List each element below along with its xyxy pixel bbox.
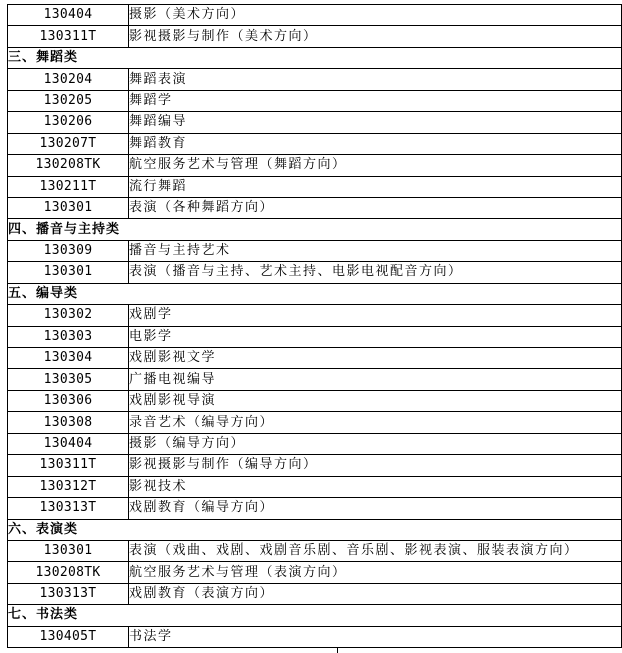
major-code: 130404 xyxy=(8,433,129,454)
major-name: 航空服务艺术与管理（舞蹈方向） xyxy=(129,155,622,176)
major-row xyxy=(8,326,622,347)
major-name: 书法学 xyxy=(129,626,622,647)
major-row xyxy=(8,412,622,433)
major-name: 播音与主持艺术 xyxy=(129,240,622,261)
category-title: 三、舞蹈类 xyxy=(8,47,622,68)
major-name: 戏剧学 xyxy=(129,305,622,326)
major-name: 表演（播音与主持、艺术主持、电影电视配音方向） xyxy=(129,262,622,283)
major-row xyxy=(8,305,622,326)
major-row xyxy=(8,498,622,519)
major-row xyxy=(8,176,622,197)
major-code: 130306 xyxy=(8,390,129,411)
major-code: 130207T xyxy=(8,133,129,154)
category-title: 七、书法类 xyxy=(8,605,622,626)
major-name: 流行舞蹈 xyxy=(129,176,622,197)
major-name: 影视摄影与制作（编导方向） xyxy=(129,455,622,476)
major-row xyxy=(8,348,622,369)
major-code: 130304 xyxy=(8,348,129,369)
major-row xyxy=(8,540,622,561)
major-row xyxy=(8,112,622,133)
category-row xyxy=(8,605,622,626)
major-row xyxy=(8,262,622,283)
major-name: 录音艺术（编导方向） xyxy=(129,412,622,433)
major-row xyxy=(8,26,622,47)
major-name: 表演（戏曲、戏剧、戏剧音乐剧、音乐剧、影视表演、服装表演方向） xyxy=(129,540,622,561)
category-row xyxy=(8,219,622,240)
major-name: 摄影（美术方向） xyxy=(129,5,622,26)
major-row xyxy=(8,133,622,154)
major-code: 130301 xyxy=(8,540,129,561)
major-code: 130302 xyxy=(8,305,129,326)
major-row xyxy=(8,583,622,604)
major-row xyxy=(8,369,622,390)
major-code: 130204 xyxy=(8,69,129,90)
major-code: 130311T xyxy=(8,26,129,47)
major-name: 戏剧教育（表演方向） xyxy=(129,583,622,604)
major-code: 130404 xyxy=(8,5,129,26)
major-name: 舞蹈编导 xyxy=(129,112,622,133)
major-code: 130303 xyxy=(8,326,129,347)
major-code: 130211T xyxy=(8,176,129,197)
major-row xyxy=(8,390,622,411)
major-code: 130305 xyxy=(8,369,129,390)
major-name: 航空服务艺术与管理（表演方向） xyxy=(129,562,622,583)
major-row xyxy=(8,69,622,90)
major-code: 130311T xyxy=(8,455,129,476)
major-name: 电影学 xyxy=(129,326,622,347)
major-code: 130208TK xyxy=(8,562,129,583)
major-name: 戏剧影视导演 xyxy=(129,390,622,411)
page-edge-mark xyxy=(337,647,338,653)
major-name: 广播电视编导 xyxy=(129,369,622,390)
major-name: 影视技术 xyxy=(129,476,622,497)
major-name: 戏剧影视文学 xyxy=(129,348,622,369)
category-row xyxy=(8,283,622,304)
major-name: 摄影（编导方向） xyxy=(129,433,622,454)
major-name: 舞蹈学 xyxy=(129,90,622,111)
major-row xyxy=(8,90,622,111)
major-code: 130208TK xyxy=(8,155,129,176)
major-name: 戏剧教育（编导方向） xyxy=(129,498,622,519)
category-row xyxy=(8,519,622,540)
major-row xyxy=(8,626,622,647)
majors-table xyxy=(7,4,622,648)
major-name: 表演（各种舞蹈方向） xyxy=(129,197,622,218)
major-name: 影视摄影与制作（美术方向） xyxy=(129,26,622,47)
major-row xyxy=(8,562,622,583)
category-title: 六、表演类 xyxy=(8,519,622,540)
major-row xyxy=(8,455,622,476)
category-title: 四、播音与主持类 xyxy=(8,219,622,240)
major-name: 舞蹈表演 xyxy=(129,69,622,90)
major-code: 130312T xyxy=(8,476,129,497)
major-code: 130313T xyxy=(8,498,129,519)
major-row xyxy=(8,5,622,26)
major-code: 130205 xyxy=(8,90,129,111)
major-code: 130313T xyxy=(8,583,129,604)
major-code: 130405T xyxy=(8,626,129,647)
category-title: 五、编导类 xyxy=(8,283,622,304)
major-code: 130309 xyxy=(8,240,129,261)
major-row xyxy=(8,433,622,454)
major-row xyxy=(8,155,622,176)
major-row xyxy=(8,476,622,497)
major-code: 130301 xyxy=(8,197,129,218)
major-row xyxy=(8,197,622,218)
major-code: 130301 xyxy=(8,262,129,283)
majors-table-body xyxy=(8,5,622,648)
major-row xyxy=(8,240,622,261)
major-name: 舞蹈教育 xyxy=(129,133,622,154)
category-row xyxy=(8,47,622,68)
major-code: 130206 xyxy=(8,112,129,133)
major-code: 130308 xyxy=(8,412,129,433)
